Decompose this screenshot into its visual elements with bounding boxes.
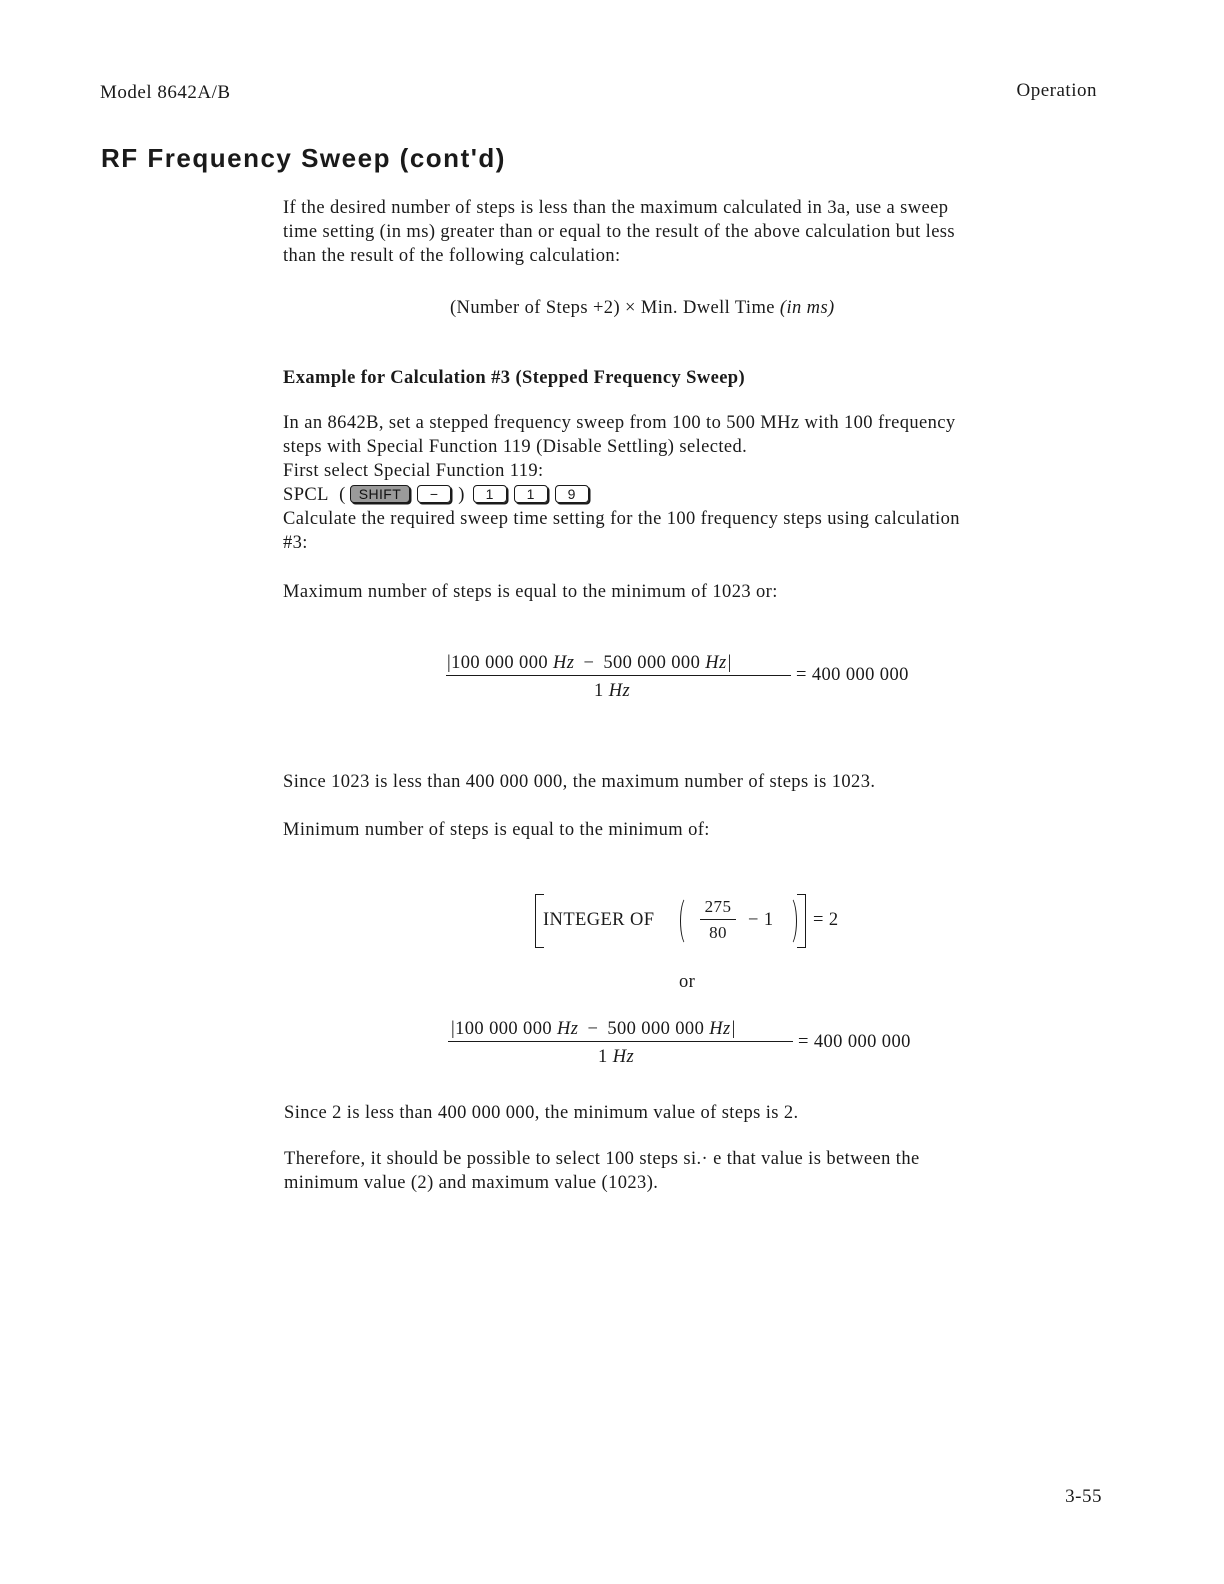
eq3-hz-1: Hz: [557, 1019, 579, 1039]
eq2-frac-numerator: 275: [704, 897, 732, 916]
example-line-4: Calculate the required sweep time setting for the 100 frequency steps using calculation: [283, 509, 960, 529]
minus-key: −: [417, 485, 451, 503]
or-text: or: [679, 972, 696, 992]
page-number: 3-55: [1065, 1486, 1102, 1507]
eq1-numerator: [447, 651, 732, 675]
eq3-den-value: 1: [598, 1047, 608, 1067]
since-max-statement: Since 1023 is less than 400 000 000, the maximum number of steps is 1023.: [283, 772, 876, 792]
eq3-numerator: [451, 1017, 736, 1041]
eq3-minus: −: [587, 1019, 599, 1039]
eq1-num-b: 500 000 000: [603, 653, 701, 673]
eq1-denominator: [594, 679, 630, 703]
intro-line-3: than the result of the following calculation:: [283, 246, 621, 266]
eq1-result: = 400 000 000: [796, 665, 909, 685]
intro-paragraph: [283, 196, 1113, 268]
therefore-line-2: minimum value (2) and maximum value (1023).: [284, 1173, 659, 1193]
dwell-time-formula-unit: (in ms): [779, 298, 835, 318]
shift-key: SHIFT: [350, 485, 410, 503]
eq2-result: = 2: [813, 910, 839, 930]
eq1-minus: −: [583, 653, 595, 673]
eq2-minus-one: − 1: [748, 910, 774, 930]
min-statement: Minimum number of steps is equal to the minimum of:: [283, 820, 710, 840]
header-model: Model 8642A/B: [100, 82, 231, 103]
eq1-den-unit: Hz: [608, 681, 631, 701]
key-sequence: [283, 483, 1113, 507]
intro-line-2: time setting (in ms) greater than or equal to the result of the above calculation but less: [283, 222, 956, 242]
eq3-den-unit: Hz: [612, 1047, 635, 1067]
header-section: Operation: [1016, 80, 1097, 101]
example-line-3: First select Special Function 119:: [283, 461, 544, 481]
eq1-den-value: 1: [594, 681, 604, 701]
integer-of-label: INTEGER OF: [543, 910, 655, 930]
dwell-time-formula: [450, 296, 835, 320]
example-paragraph: [283, 411, 1113, 555]
spcl-label: SPCL: [283, 485, 329, 505]
eq3-num-b: 500 000 000: [607, 1019, 705, 1039]
eq1-hz-2: Hz|: [705, 653, 733, 673]
key-1: 1: [473, 485, 507, 503]
eq1-fraction-bar: [446, 675, 791, 676]
example-line-5: #3:: [283, 533, 308, 553]
key-1: 1: [514, 485, 548, 503]
dwell-time-formula-main: (Number of Steps +2) × Min. Dwell Time: [450, 298, 775, 318]
eq1-num-a: |100 000 000: [447, 653, 549, 673]
therefore-line-1: Therefore, it should be possible to select 100 steps si.· e that value is between the: [284, 1149, 920, 1169]
eq3-result: = 400 000 000: [798, 1032, 911, 1052]
left-paren: [680, 896, 695, 946]
example-line-1: In an 8642B, set a stepped frequency sweep from 100 to 500 MHz with 100 frequency: [283, 413, 956, 433]
close-paren: ): [458, 485, 465, 505]
page-title: RF Frequency Sweep (cont'd): [101, 143, 506, 173]
eq1-hz-1: Hz: [553, 653, 575, 673]
eq3-hz-2: Hz|: [709, 1019, 737, 1039]
example-line-2: steps with Special Function 119 (Disable Settling) selected.: [283, 437, 748, 457]
example-heading: Example for Calculation #3 (Stepped Frequency Sweep): [283, 368, 746, 388]
intro-line-1: If the desired number of steps is less than the maximum calculated in 3a, use a sweep: [283, 198, 949, 218]
eq3-fraction-bar: [448, 1041, 793, 1042]
open-paren: (: [339, 485, 346, 505]
eq3-num-a: |100 000 000: [451, 1019, 553, 1039]
right-paren: [782, 896, 797, 946]
max-statement: Maximum number of steps is equal to the minimum of 1023 or:: [283, 582, 778, 602]
since-min-statement: Since 2 is less than 400 000 000, the minimum value of steps is 2.: [284, 1103, 799, 1123]
right-square-bracket: [797, 894, 806, 948]
eq3-denominator: [598, 1045, 634, 1069]
eq2-frac-denominator: 80: [709, 923, 727, 942]
therefore-paragraph: [284, 1147, 1114, 1195]
key-9: 9: [555, 485, 589, 503]
